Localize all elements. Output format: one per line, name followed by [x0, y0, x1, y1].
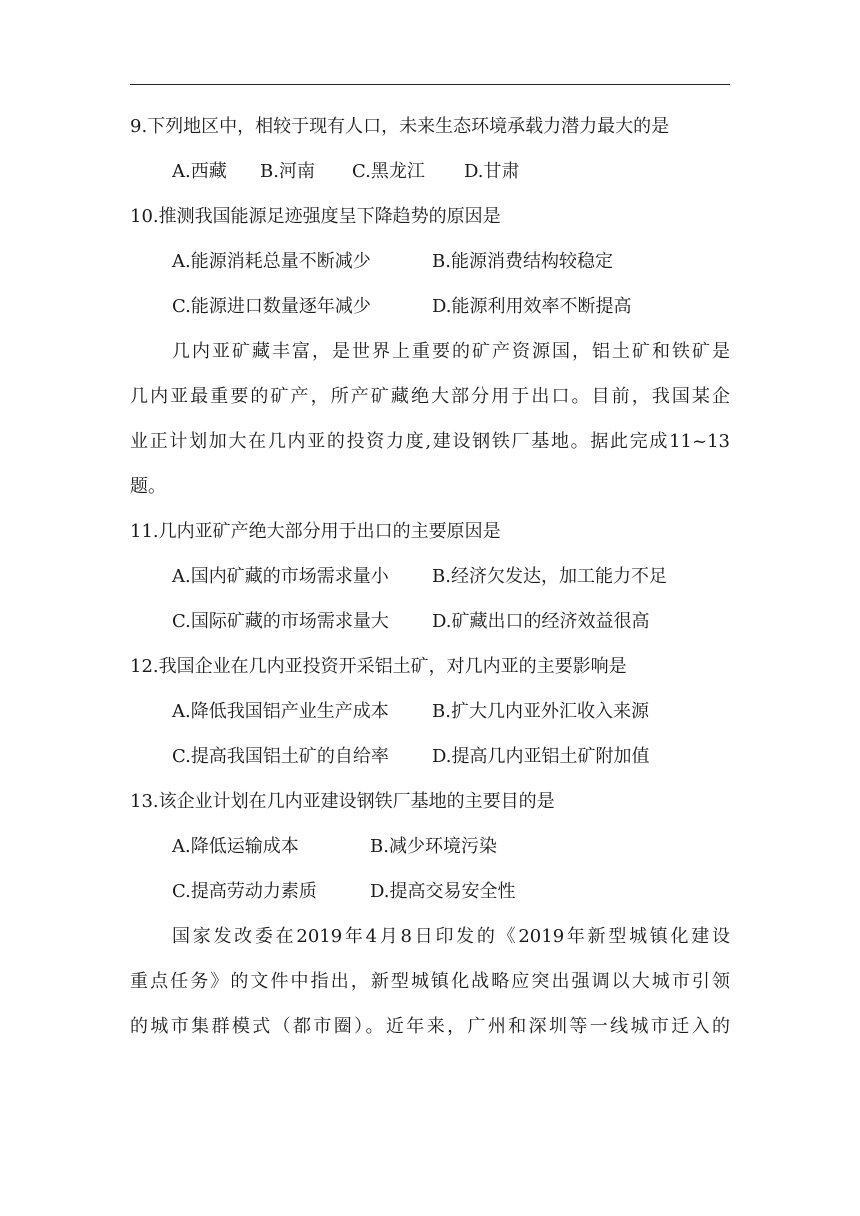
passage-1-line-4: 题。 — [130, 476, 166, 497]
q11-option-d: D.矿藏出口的经济效益很高 — [432, 611, 650, 632]
q12-option-b: B.扩大几内亚外汇收入来源 — [432, 701, 649, 722]
q9-option-c: C.黑龙江 — [352, 161, 425, 182]
q13-option-b: B.减少环境污染 — [370, 836, 497, 857]
passage-1-line-3: 业正计划加大在几内亚的投资力度,建设钢铁厂基地。据此完成11~13 — [130, 431, 730, 452]
passage-1-line-2: 几内亚最重要的矿产，所产矿藏绝大部分用于出口。目前，我国某企 — [130, 386, 730, 407]
q9-option-d: D.甘肃 — [464, 161, 520, 182]
q10-option-d: D.能源利用效率不断提高 — [432, 296, 632, 317]
q13-option-c: C.提高劳动力素质 — [172, 881, 317, 902]
q9-option-a: A.西藏 — [172, 161, 227, 182]
q11-option-b: B.经济欠发达，加工能力不足 — [432, 566, 667, 587]
q13-option-a: A.降低运输成本 — [172, 836, 299, 857]
q9-option-b: B.河南 — [260, 161, 315, 182]
q12-option-a: A.降低我国铝产业生产成本 — [172, 701, 389, 722]
q12-option-d: D.提高几内亚铝土矿附加值 — [432, 746, 650, 767]
q10-option-a: A.能源消耗总量不断减少 — [172, 251, 371, 272]
q10-option-c: C.能源进口数量逐年减少 — [172, 296, 371, 317]
q11-option-a: A.国内矿藏的市场需求量小 — [172, 566, 389, 587]
q13-option-d: D.提高交易安全性 — [370, 881, 516, 902]
q12-option-c: C.提高我国铝土矿的自给率 — [172, 746, 389, 767]
q10-option-b: B.能源消费结构较稳定 — [432, 251, 613, 272]
question-12-stem: 12.我国企业在几内亚投资开采铝土矿，对几内亚的主要影响是 — [130, 656, 627, 677]
passage-1-line-1: 几内亚矿藏丰富，是世界上重要的矿产资源国，铝土矿和铁矿是 — [172, 341, 730, 362]
question-9-stem: 9.下列地区中，相较于现有人口，未来生态环境承载力潜力最大的是 — [130, 116, 670, 137]
header-rule — [130, 84, 730, 85]
passage-2-line-3: 的城市集群模式（都市圈）。近年来，广州和深圳等一线城市迁入的 — [130, 1016, 730, 1037]
question-10-stem: 10.推测我国能源足迹强度呈下降趋势的原因是 — [130, 206, 501, 227]
q11-option-c: C.国际矿藏的市场需求量大 — [172, 611, 389, 632]
passage-2-line-1: 国家发改委在2019年4月8日印发的《2019年新型城镇化建设 — [172, 926, 730, 947]
question-13-stem: 13.该企业计划在几内亚建设钢铁厂基地的主要目的是 — [130, 791, 555, 812]
passage-2-line-2: 重点任务》的文件中指出，新型城镇化战略应突出强调以大城市引领 — [130, 971, 730, 992]
question-11-stem: 11.几内亚矿产绝大部分用于出口的主要原因是 — [130, 521, 501, 542]
